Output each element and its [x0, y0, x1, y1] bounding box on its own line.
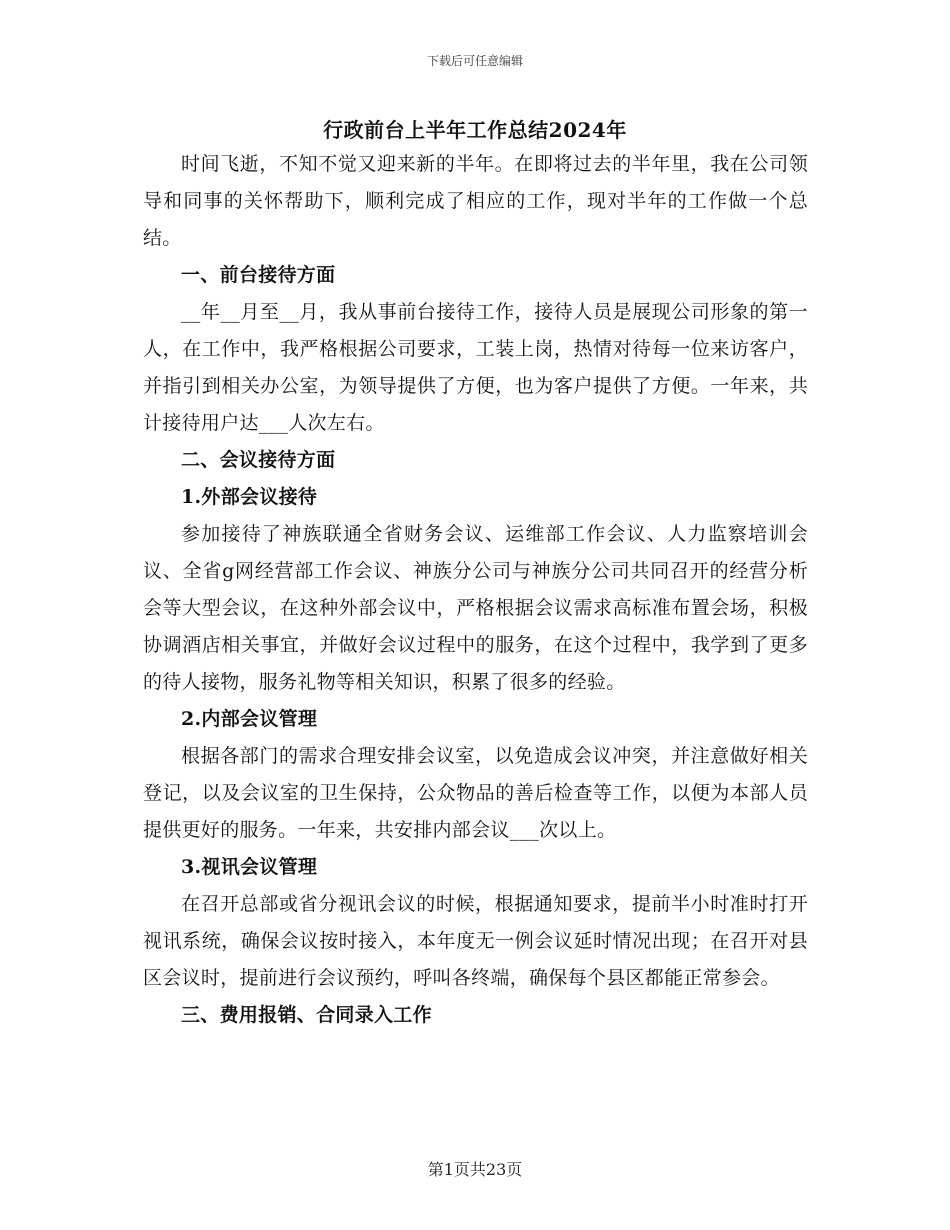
- video-meetings-paragraph: 在召开总部或省分视讯会议的时候，根据通知要求，提前半小时准时打开视讯系统，确保会议按时接入，本年度无一例会议延时情况出现；在召开对县区会议时，提前进行会议预约，呼叫各终端，确保每个县区都能正常参会。: [143, 893, 808, 989]
- external-meetings-paragraph: 参加接待了神族联通全省财务会议、运维部工作会议、人力监察培训会议、全省g网经营部工作会议、神族分公司与神族分公司共同召开的经营分析会等大型会议，在这种外部会议中，严格根据会议需求高标准布置会场，积极协调酒店相关事宜，并做好会议过程中的服务，在这个过程中，我学到了更多的待人接物，服务礼物等相关知识，积累了很多的经验。: [143, 523, 808, 693]
- subheading-video-meetings: 3.视讯会议管理: [181, 856, 318, 878]
- intro-paragraph: 时间飞逝，不知不觉又迎来新的半年。在即将过去的半年里，我在公司领导和同事的关怀帮助下，顺利完成了相应的工作，现对半年的工作做一个总结。: [143, 153, 808, 249]
- internal-meetings-paragraph: 根据各部门的需求合理安排会议室，以免造成会议冲突，并注意做好相关登记，以及会议室的卫生保持，公众物品的善后检查等工作，以便为本部人员提供更好的服务。一年来，共安排内部会议___次以上。: [143, 745, 808, 841]
- subheading-external-meetings: 1.外部会议接待: [181, 486, 318, 508]
- section-heading-reception: 一、前台接待方面: [181, 264, 336, 286]
- section-heading-meetings: 二、会议接待方面: [181, 449, 336, 471]
- page-footer: 第1页共23页: [427, 1160, 523, 1179]
- section-heading-expenses: 三、费用报销、合同录入工作: [181, 1004, 432, 1026]
- header-note: 下载后可任意编辑: [426, 54, 523, 68]
- document-title: 行政前台上半年工作总结2024年: [323, 118, 627, 142]
- document-body: [143, 146, 808, 1034]
- reception-paragraph: __年__月至__月，我从事前台接待工作，接待人员是展现公司形象的第一人，在工作中，我严格根据公司要求，工装上岗，热情对待每一位来访客户，并指引到相关办公室，为领导提供了方便，也为客户提供了方便。一年来，共计接待用户达___人次左右。: [143, 301, 808, 434]
- subheading-internal-meetings: 2.内部会议管理: [181, 708, 318, 730]
